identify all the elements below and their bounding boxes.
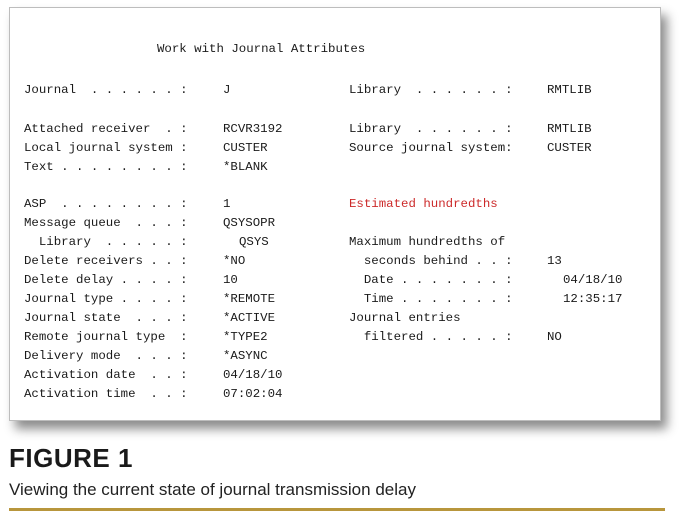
journal-type-value[interactable]: *REMOTE — [223, 292, 276, 306]
journal-value[interactable]: J — [223, 83, 231, 97]
text-value[interactable]: *BLANK — [223, 160, 268, 174]
figure-caption: Viewing the current state of journal transmission delay — [9, 480, 416, 499]
journal-type-label: Journal type . . . . : — [24, 292, 188, 306]
source-journal-system-label: Source journal system: — [349, 141, 513, 155]
caption-rule — [9, 508, 665, 511]
library2-value[interactable]: RMTLIB — [547, 122, 592, 136]
date-value[interactable]: 04/18/10 — [563, 273, 623, 287]
delete-delay-value[interactable]: 10 — [223, 273, 238, 287]
journal-label: Journal . . . . . . : — [24, 83, 188, 97]
source-journal-system-value[interactable]: CUSTER — [547, 141, 592, 155]
attached-receiver-label: Attached receiver . : — [24, 122, 188, 136]
activation-time-value[interactable]: 07:02:04 — [223, 387, 283, 401]
activation-time-label: Activation time . . : — [24, 387, 188, 401]
library2-label: Library . . . . . . : — [349, 122, 513, 136]
seconds-behind-label: seconds behind . . : — [349, 254, 513, 268]
estimated-hundredths-heading: Estimated hundredths — [349, 197, 498, 211]
activation-date-label: Activation date . . : — [24, 368, 188, 382]
time-value[interactable]: 12:35:17 — [563, 292, 623, 306]
asp-label: ASP . . . . . . . . : — [24, 197, 188, 211]
delete-receivers-value[interactable]: *NO — [223, 254, 246, 268]
delete-receivers-label: Delete receivers . . : — [24, 254, 188, 268]
filtered-label: filtered . . . . . : — [349, 330, 513, 344]
asp-value[interactable]: 1 — [223, 197, 231, 211]
library-value[interactable]: QSYS — [239, 235, 269, 249]
figure-title: FIGURE 1 — [9, 443, 133, 473]
delivery-mode-label: Delivery mode . . . : — [24, 349, 188, 363]
text-label: Text . . . . . . . . : — [24, 160, 188, 174]
max-hundredths-label: Maximum hundredths of — [349, 235, 506, 249]
message-queue-value[interactable]: QSYSOPR — [223, 216, 276, 230]
remote-journal-type-label: Remote journal type : — [24, 330, 188, 344]
journal-entries-label: Journal entries — [349, 311, 461, 325]
seconds-behind-value[interactable]: 13 — [547, 254, 562, 268]
filtered-value[interactable]: NO — [547, 330, 562, 344]
library-label: Library . . . . . : — [24, 235, 188, 249]
time-label: Time . . . . . . . : — [349, 292, 513, 306]
activation-date-value[interactable]: 04/18/10 — [223, 368, 283, 382]
terminal-screen — [9, 7, 661, 421]
delivery-mode-value[interactable]: *ASYNC — [223, 349, 268, 363]
screen-title: Work with Journal Attributes — [157, 42, 366, 56]
date-label: Date . . . . . . . : — [349, 273, 513, 287]
message-queue-label: Message queue . . . : — [24, 216, 188, 230]
delete-delay-label: Delete delay . . . . : — [24, 273, 188, 287]
attached-receiver-value[interactable]: RCVR3192 — [223, 122, 283, 136]
library1-label: Library . . . . . . : — [349, 83, 513, 97]
local-journal-system-label: Local journal system : — [24, 141, 188, 155]
local-journal-system-value[interactable]: CUSTER — [223, 141, 268, 155]
library1-value[interactable]: RMTLIB — [547, 83, 592, 97]
journal-state-value[interactable]: *ACTIVE — [223, 311, 276, 325]
remote-journal-type-value[interactable]: *TYPE2 — [223, 330, 268, 344]
journal-state-label: Journal state . . . : — [24, 311, 188, 325]
